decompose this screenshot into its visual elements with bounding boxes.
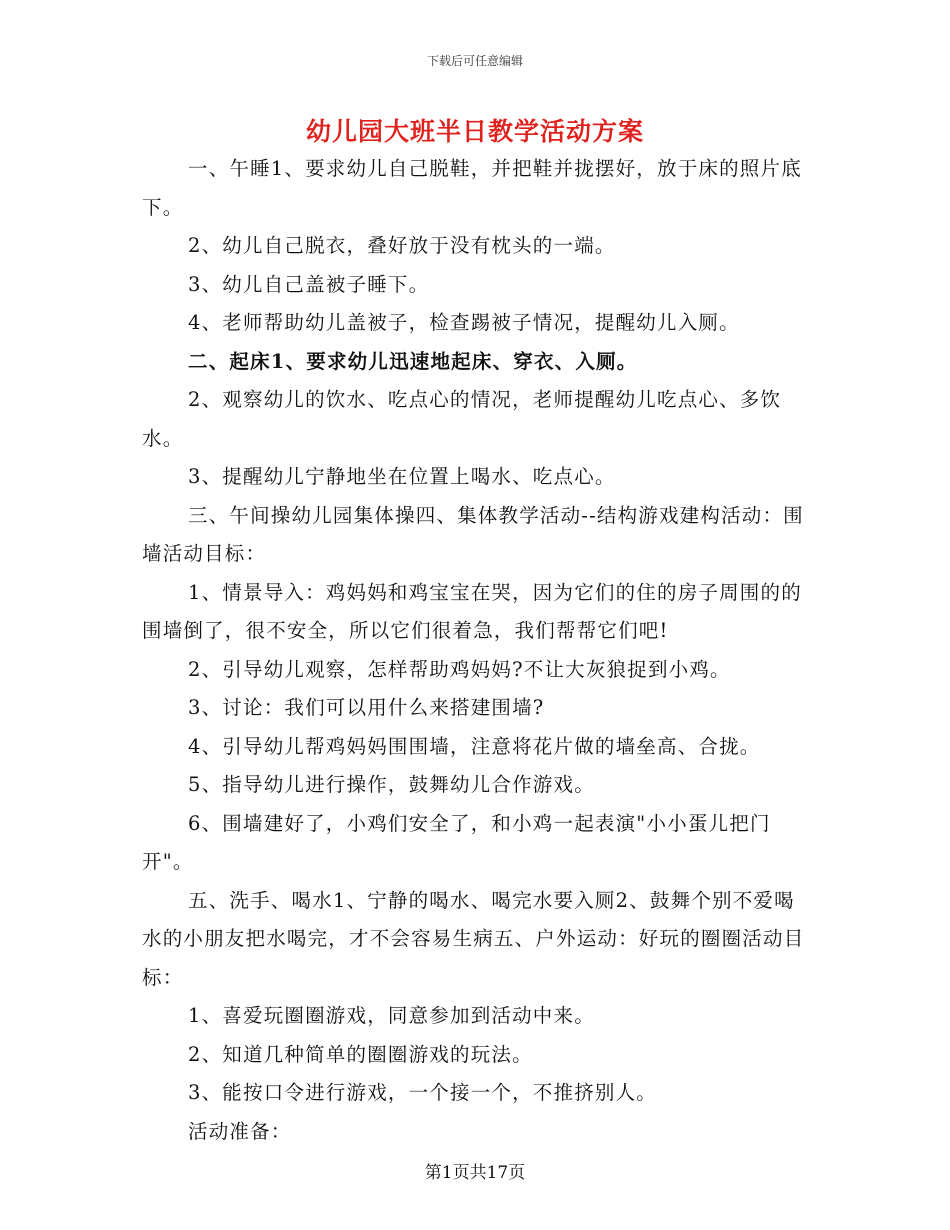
paragraph: 活动准备： xyxy=(188,1119,292,1143)
document-title: 幼儿园大班半日教学活动方案 xyxy=(305,117,644,146)
paragraph: 3、幼儿自己盖被子睡下。 xyxy=(188,272,430,296)
paragraph: 1、情景导入：鸡妈妈和鸡宝宝在哭，因为它们的住的房子周围的的围墙倒了，很不安全，所以它们很着急，我们帮帮它们吧! xyxy=(142,580,802,642)
paragraph: 3、能按口令进行游戏，一个接一个，不推挤别人。 xyxy=(188,1081,658,1104)
paragraph: 4、老师帮助幼儿盖被子，检查踢被子情况，提醒幼儿入厕。 xyxy=(188,311,740,334)
paragraph: 5、指导幼儿进行操作，鼓舞幼儿合作游戏。 xyxy=(188,773,595,796)
paragraph: 2、知道几种简单的圈圈游戏的玩法。 xyxy=(188,1042,533,1066)
paragraph: 3、讨论：我们可以用什么来搭建围墙? xyxy=(188,696,545,719)
paragraph: 五、洗手、喝水1、宁静的喝水、喝完水要入厕2、鼓舞个别不爱喝水的小朋友把水喝完，才不会容易生病五、户外运动：好玩的圈圈活动目标： xyxy=(142,888,805,989)
paragraph: 二、起床1、要求幼儿迅速地起床、穿衣、入厕。 xyxy=(188,349,638,373)
paragraph: 1、喜爱玩圈圈游戏，同意参加到活动中来。 xyxy=(188,1004,595,1027)
paragraph: 一、午睡1、要求幼儿自己脱鞋，并把鞋并拢摆好，放于床的照片底下。 xyxy=(142,157,802,219)
paragraph: 4、引导幼儿帮鸡妈妈围围墙，注意将花片做的墙垒高、合拢。 xyxy=(188,734,761,758)
paragraph: 2、幼儿自己脱衣，叠好放于没有枕头的一端。 xyxy=(188,234,616,257)
paragraph: 6、围墙建好了，小鸡们安全了，和小鸡一起表演"小小蛋儿把门开"。 xyxy=(142,811,771,873)
paragraph: 3、提醒幼儿宁静地坐在位置上喝水、吃点心。 xyxy=(188,465,616,488)
paragraph: 三、午间操幼儿园集体操四、集体教学活动--结构游戏建构活动：围墙活动目标： xyxy=(142,503,804,565)
page-footer: 第1页共17页 xyxy=(424,1163,526,1183)
paragraph: 2、观察幼儿的饮水、吃点心的情况，老师提醒幼儿吃点心、多饮水。 xyxy=(142,388,782,450)
header-note: 下载后可任意编辑 xyxy=(426,54,523,68)
paragraph: 2、引导幼儿观察，怎样帮助鸡妈妈?不让大灰狼捉到小鸡。 xyxy=(188,657,731,681)
document-body xyxy=(142,150,810,1151)
